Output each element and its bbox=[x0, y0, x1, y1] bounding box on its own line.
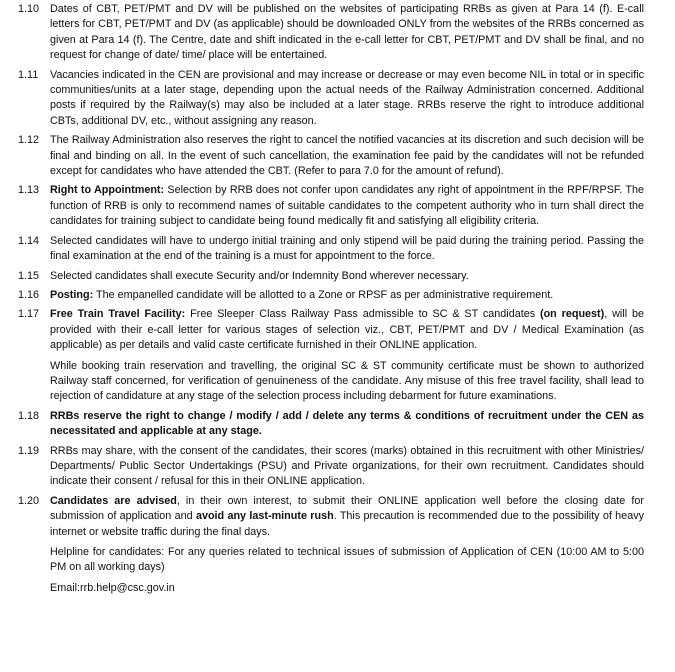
clause-heading: Right to Appointment: bbox=[50, 184, 165, 197]
clause-body bbox=[50, 183, 644, 229]
clause-text-run: Selection by RRB does not confer upon candidates any right of appointment in the RPF/RPSF. The function of RRB is only to recommend names of suitable candidates to the competent authority who in turn shall direct the candidates for training subject to candidate being found medically fit and satisfying all eligibility criteria. bbox=[50, 184, 644, 228]
clause-body bbox=[50, 2, 644, 64]
clause-1-13 bbox=[0, 183, 675, 229]
clause-body bbox=[50, 288, 644, 303]
clause-emphasis: (on request) bbox=[539, 308, 605, 321]
clause-body bbox=[50, 444, 644, 490]
clause-text: Vacancies indicated in the CEN are provisional and may increase or decrease or may even become NIL in total or in specific communities/units at a later stage, depending upon the actual needs of the Railway Administration concerned. Additional posts if required by the Railway(s) may also be included at a later stage. RRBs reserve the right to introduce additional CBTs, additional DV, etc., without assigning any reason. bbox=[50, 68, 644, 127]
clause-1-12 bbox=[0, 133, 675, 179]
clause-1-19 bbox=[0, 444, 675, 490]
helpline-text: Helpline for candidates: For any queries related to technical issues of submission of Application of CEN (10:00 AM to 5:00 PM on all working days) bbox=[50, 546, 644, 574]
clause-body bbox=[50, 234, 644, 265]
clause-body bbox=[50, 494, 644, 596]
clause-body bbox=[50, 269, 644, 284]
clause-number: 1.11 bbox=[18, 68, 39, 81]
clause-1-14 bbox=[0, 234, 675, 265]
clause-heading: Posting: bbox=[50, 288, 94, 301]
clause-number: 1.18 bbox=[18, 409, 40, 422]
helpline-email: Email:rrb.help@csc.gov.in bbox=[50, 581, 175, 594]
clause-text: RRBs reserve the right to change / modify / add / delete any terms & conditions of recruitment under the CEN as necessitated and applicable at any stage. bbox=[50, 409, 644, 438]
clause-1-17 bbox=[0, 307, 675, 404]
clause-heading: Free Train Travel Facility: bbox=[50, 308, 186, 321]
clause-text: Selected candidates shall execute Security and/or Indemnity Bond wherever necessary. bbox=[50, 269, 469, 282]
clause-text bbox=[50, 307, 644, 353]
clause-text-run: , in their own interest, to submit their ONLINE application well before the closing date for submission of application and bbox=[50, 494, 644, 523]
clause-number: 1.15 bbox=[18, 269, 40, 282]
clause-1-16 bbox=[0, 288, 675, 303]
clause-number: 1.12 bbox=[18, 134, 40, 147]
clause-body bbox=[50, 307, 644, 404]
clause-text: RRBs may share, with the consent of the candidates, their scores (marks) obtained in this recruitment with other Ministries/ Departments/ Public Sector Undertakings (PSU) and Private organizations, for their own recruitment. Candidates should indicate their consent / refusal for this in their ONLINE application. bbox=[50, 444, 644, 488]
clause-number: 1.20 bbox=[18, 494, 40, 507]
clause-number: 1.14 bbox=[18, 234, 40, 247]
clause-text-run: , will be provided with their e-call letter for various stages of selection viz., CBT, PET/PMT and DV / Medical Examination (as applicable) as per details and valid caste certificate furnished in their ONLINE application. bbox=[50, 308, 644, 352]
clause-emphasis: avoid any last-minute rush bbox=[195, 510, 334, 523]
clause-1-10 bbox=[0, 2, 675, 64]
clause-text: Dates of CBT, PET/PMT and DV will be published on the websites of participating RRBs as given at Para 14 (f). E-call letters for CBT, PET/PMT and DV (as applicable) should be downloaded ONLY from the websites of the RRBs concerned as given at Para 14 (f). The Centre, date and shift indicated in the e-call letter for CBT, PET/PMT and DV shall be final, and no request for change of date/ time/ place will be entertained. bbox=[50, 3, 644, 62]
clause-text-run: . This precaution is recommended due to the possibility of heavy internet or website traffic during the final days. bbox=[50, 510, 644, 538]
clause-number: 1.16 bbox=[18, 288, 40, 301]
clause-body bbox=[50, 409, 644, 440]
clause-text: Selected candidates will have to undergo initial training and only stipend will be paid during the training period. Passing the final examination at the end of the training is a must for appointment to the force. bbox=[50, 234, 644, 263]
clause-number: 1.13 bbox=[18, 184, 40, 197]
clause-1-18 bbox=[0, 409, 675, 440]
clause-1-11 bbox=[0, 68, 675, 130]
clause-text-run: The empanelled candidate will be allotted to a Zone or RPSF as per administrative requirement. bbox=[93, 288, 554, 301]
clause-body bbox=[50, 133, 644, 179]
clause-body bbox=[50, 68, 644, 130]
clause-number: 1.10 bbox=[18, 3, 40, 15]
clause-number: 1.17 bbox=[18, 308, 40, 321]
clause-text bbox=[50, 288, 644, 303]
clause-heading: Candidates are advised bbox=[50, 494, 177, 507]
clause-paragraph-2: While booking train reservation and travelling, the original SC & ST community certificate must be shown to authorized Railway staff concerned, for verification of genuineness of the candidate. Any misuse of this free travel facility, shall lead to rejection of candidature at any stage of the selection process including debarment for future examinations. bbox=[50, 359, 644, 403]
clause-1-15 bbox=[0, 269, 675, 284]
clause-text bbox=[50, 494, 644, 540]
clause-text bbox=[50, 183, 644, 229]
clause-text-run: Free Sleeper Class Railway Pass admissible to SC & ST candidates bbox=[185, 308, 540, 321]
clause-number: 1.19 bbox=[18, 444, 40, 457]
clause-text: The Railway Administration also reserves the right to cancel the notified vacancies at its discretion and such decision will be final and binding on all. In the event of such cancellation, the examination fee paid by the candidates will not be refunded except for candidates who have attended the CBT. (Refer to para 7.0 for the amount of refund). bbox=[50, 134, 644, 178]
clause-1-20 bbox=[0, 494, 675, 596]
